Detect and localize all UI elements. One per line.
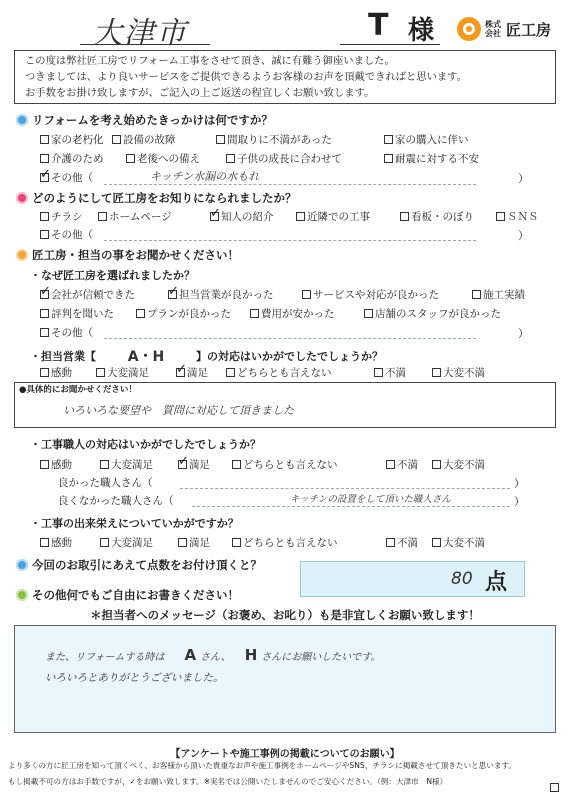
q4-rating-4[interactable]: どちらとも言えない <box>232 457 338 472</box>
checkbox[interactable] <box>40 230 49 239</box>
notice-title: 【アンケートや施工事例の掲載についてのお願い】 <box>170 749 400 760</box>
checkbox[interactable] <box>136 309 145 318</box>
q3-option-5[interactable]: 評判を聞いた <box>40 306 114 321</box>
q2-heading <box>16 190 297 206</box>
checkbox[interactable] <box>496 212 505 221</box>
q1-option-8[interactable]: 耐震に対する不安 <box>384 151 479 166</box>
q4-quality-3[interactable]: 満足 <box>178 535 210 550</box>
bad-craftsman-text: キッチンの設置をして頂いた職人さん <box>290 494 451 505</box>
checkbox[interactable] <box>384 135 393 144</box>
q1-option-2[interactable]: 設備の故障 <box>112 132 176 147</box>
intro-line-3: お手数をお掛け致しますが、ご記入の上ご返送の程宜しくお願い致します。 <box>25 87 375 99</box>
checkbox[interactable] <box>126 154 135 163</box>
checkbox[interactable] <box>232 460 241 469</box>
q6-title: その他何でもご自由にお書きください！ <box>32 588 239 602</box>
score-value: 80 <box>451 569 473 589</box>
publish-optout-checkbox[interactable] <box>550 783 559 792</box>
close-paren: ） <box>518 229 529 242</box>
checkbox-checked[interactable] <box>40 290 49 299</box>
checkbox-checked[interactable] <box>176 368 185 377</box>
checkbox[interactable] <box>386 538 395 547</box>
q3-option-4[interactable]: 施工実績 <box>472 287 525 302</box>
message-line-2: いろいろとありがとうございました。 <box>45 672 224 684</box>
customer-name: T <box>368 8 389 43</box>
q4-rating-1[interactable]: 感動 <box>40 457 72 472</box>
checkbox[interactable] <box>40 368 49 377</box>
q6-heading <box>16 587 239 603</box>
city-handwritten: 大津市 <box>92 16 188 51</box>
q2-option-5[interactable]: 看板・のぼり <box>400 209 474 224</box>
q4-quality-5[interactable]: 不満 <box>386 535 418 550</box>
checkbox[interactable] <box>178 538 187 547</box>
checkbox[interactable] <box>40 460 49 469</box>
notice-line-1: より多くの方に匠工房を知って頂くべく、お客様から頂いた貴重なお声や施工事例をホームページやSNS、チラシに掲載させて頂きたいと思います。 <box>8 761 516 770</box>
checkbox-checked[interactable] <box>178 460 187 469</box>
q3-option-7[interactable]: 費用が安かった <box>250 306 335 321</box>
q3-other[interactable]: その他（ <box>40 325 93 340</box>
q1-option-3[interactable]: 間取りに不満があった <box>216 132 332 147</box>
q5-heading <box>16 557 262 573</box>
checkbox[interactable] <box>432 460 441 469</box>
q3-heading <box>16 247 239 263</box>
q3-rating-2[interactable]: 大変満足 <box>96 365 149 380</box>
checkbox[interactable] <box>100 460 109 469</box>
checkbox[interactable] <box>98 212 107 221</box>
q1-title: リフォームを考え始めたきっかけは何ですか？ <box>32 113 273 127</box>
checkbox[interactable] <box>112 135 121 144</box>
close-paren: ） <box>514 495 525 508</box>
q4-rating-3[interactable]: ✓ 満足 <box>178 457 210 472</box>
checkbox[interactable] <box>40 135 49 144</box>
q4-rating-2[interactable]: 大変満足 <box>100 457 153 472</box>
checkbox[interactable] <box>302 290 311 299</box>
checkbox[interactable] <box>296 212 305 221</box>
checkbox[interactable] <box>40 328 49 337</box>
q3-rating-6[interactable]: 大変不満 <box>432 365 485 380</box>
q2-other-line <box>104 240 476 241</box>
bad-craftsman-label: 良くなかった職人さん（ <box>58 495 174 507</box>
q1-option-1[interactable]: 家の老朽化 <box>40 132 104 147</box>
checkbox[interactable] <box>40 309 49 318</box>
q2-option-6[interactable]: ＳＮＳ <box>496 209 539 224</box>
company-name: 匠工房 <box>506 20 552 39</box>
bad-craftsman-line <box>192 506 510 507</box>
q3-option-3[interactable]: サービスや対応が良かった <box>302 287 439 302</box>
detail-label: ●具体的にお聞かせください！ <box>19 385 137 395</box>
checkbox[interactable] <box>96 368 105 377</box>
detail-box <box>14 382 556 428</box>
checkbox[interactable] <box>364 309 373 318</box>
sales-names: A・H <box>127 349 165 365</box>
q3-option-6[interactable]: プランが良かった <box>136 306 231 321</box>
checkbox[interactable] <box>232 538 241 547</box>
close-paren: ） <box>514 477 525 490</box>
q5-title: 今回のお取引にあえて点数をお付け頂くと？ <box>32 558 262 572</box>
q1-option-7[interactable]: 子供の成長に合わせて <box>226 151 342 166</box>
flower-icon <box>16 589 28 601</box>
message-box[interactable] <box>14 625 556 733</box>
q3-title: 匠工房・担当の事をお聞かせください！ <box>32 248 239 262</box>
company-logo <box>456 16 551 42</box>
q1-option-4[interactable]: 家の購入に伴い <box>384 132 469 147</box>
flower-icon <box>16 559 28 571</box>
q4-quality-4[interactable]: どちらとも言えない <box>232 535 338 550</box>
q3-option-2[interactable]: ✓ 担当営業が良かった <box>168 287 274 302</box>
score-box[interactable] <box>300 561 525 597</box>
q1-other-text: キッチン水漏の水もれ <box>150 170 260 183</box>
flower-icon <box>16 249 28 261</box>
q3-rating-3[interactable]: ✓ 満足 <box>176 365 208 380</box>
q4-quality-2[interactable]: 大変満足 <box>100 535 153 550</box>
q3-rating-1[interactable]: 感動 <box>40 365 72 380</box>
q1-other-line <box>104 184 476 185</box>
q3-other-line <box>104 338 476 339</box>
q4-sub2: ・工事の出来栄えについていかがですか？ <box>30 517 239 530</box>
flower-icon <box>16 192 28 204</box>
logo-icon <box>456 16 482 42</box>
close-paren: ） <box>518 327 529 340</box>
checkbox[interactable] <box>432 538 441 547</box>
q3-sub1: ・なぜ匠工房を選ばれましたか？ <box>30 269 195 282</box>
q1-heading <box>16 112 273 128</box>
message-line-1: また、リフォームする時は A さん、 H さんにお願いしたいです。 <box>45 646 381 664</box>
message-title: ＊担当者へのメッセージ（お褒め、お叱り）も是非宜しくお願い致します！ <box>90 608 480 622</box>
checkbox-checked[interactable] <box>168 290 177 299</box>
checkbox-checked[interactable] <box>40 173 49 182</box>
q3-rating-4[interactable]: どちらとも言えない <box>226 365 332 380</box>
q1-option-6[interactable]: 老後への備え <box>126 151 200 166</box>
q2-option-3[interactable]: ✓ 知人の紹介 <box>210 209 274 224</box>
q1-other[interactable]: ✓ その他（ <box>40 170 93 185</box>
q3-option-1[interactable]: ✓ 会社が信頼できた <box>40 287 135 302</box>
q4-quality-1[interactable]: 感動 <box>40 535 72 550</box>
checkbox[interactable] <box>216 135 225 144</box>
q1-option-5[interactable]: 介護のため <box>40 151 104 166</box>
q2-option-1[interactable]: チラシ <box>40 209 83 224</box>
q3-rating-5[interactable]: 不満 <box>374 365 406 380</box>
good-craftsman-line <box>180 488 510 489</box>
checkbox[interactable] <box>40 212 49 221</box>
checkbox[interactable] <box>374 368 383 377</box>
checkbox[interactable] <box>384 154 393 163</box>
checkbox-checked[interactable] <box>210 212 219 221</box>
checkbox[interactable] <box>432 368 441 377</box>
checkbox[interactable] <box>386 460 395 469</box>
sama-label: 様 <box>408 16 435 46</box>
checkbox[interactable] <box>250 309 259 318</box>
checkbox[interactable] <box>400 212 409 221</box>
checkbox[interactable] <box>226 154 235 163</box>
q2-other[interactable]: その他（ <box>40 227 93 242</box>
q3-option-8[interactable]: 店舗のスタッフが良かった <box>364 306 501 321</box>
company-kk: 株式会社 <box>485 20 501 38</box>
close-paren: ） <box>518 172 529 185</box>
checkbox[interactable] <box>40 538 49 547</box>
detail-text: いろいろな要望や 質問に対応して頂きました <box>63 404 294 417</box>
city-underline <box>80 44 210 45</box>
checkbox[interactable] <box>100 538 109 547</box>
q4-quality-6[interactable]: 大変不満 <box>432 535 485 550</box>
q4-rating-6[interactable]: 大変不満 <box>432 457 485 472</box>
q4-sub1: ・工事職人の対応はいかがでしたでしょうか？ <box>30 438 261 451</box>
intro-box <box>14 50 556 104</box>
flower-icon <box>16 114 28 126</box>
notice-line-2: もし掲載不可の方はお手数ですが、✓をお願い致します。※実名では公開いたしませんのでご安心ください。（例：大津市 N様） <box>8 777 448 786</box>
q2-title: どのようにして匠工房をお知りになられましたか？ <box>32 191 297 205</box>
q2-option-2[interactable]: ホームページ <box>98 209 172 224</box>
checkbox[interactable] <box>472 290 481 299</box>
intro-line-1: この度は弊社匠工房でリフォーム工事をさせて頂き、誠に有難う御座いました。 <box>25 55 395 67</box>
q3-sub2: ・担当営業【 A・H 】の対応はいかがでしたでしょうか？ <box>30 346 383 366</box>
checkbox[interactable] <box>40 154 49 163</box>
score-unit: 点 <box>485 570 508 595</box>
good-craftsman-label: 良かった職人さん（ <box>58 477 153 489</box>
checkbox[interactable] <box>226 368 235 377</box>
q2-option-4[interactable]: 近隣での工事 <box>296 209 370 224</box>
q4-rating-5[interactable]: 不満 <box>386 457 418 472</box>
intro-line-2: つきましては、より良いサービスをご提供できるようお客様のお声を頂戴できればと思います。 <box>25 71 467 83</box>
